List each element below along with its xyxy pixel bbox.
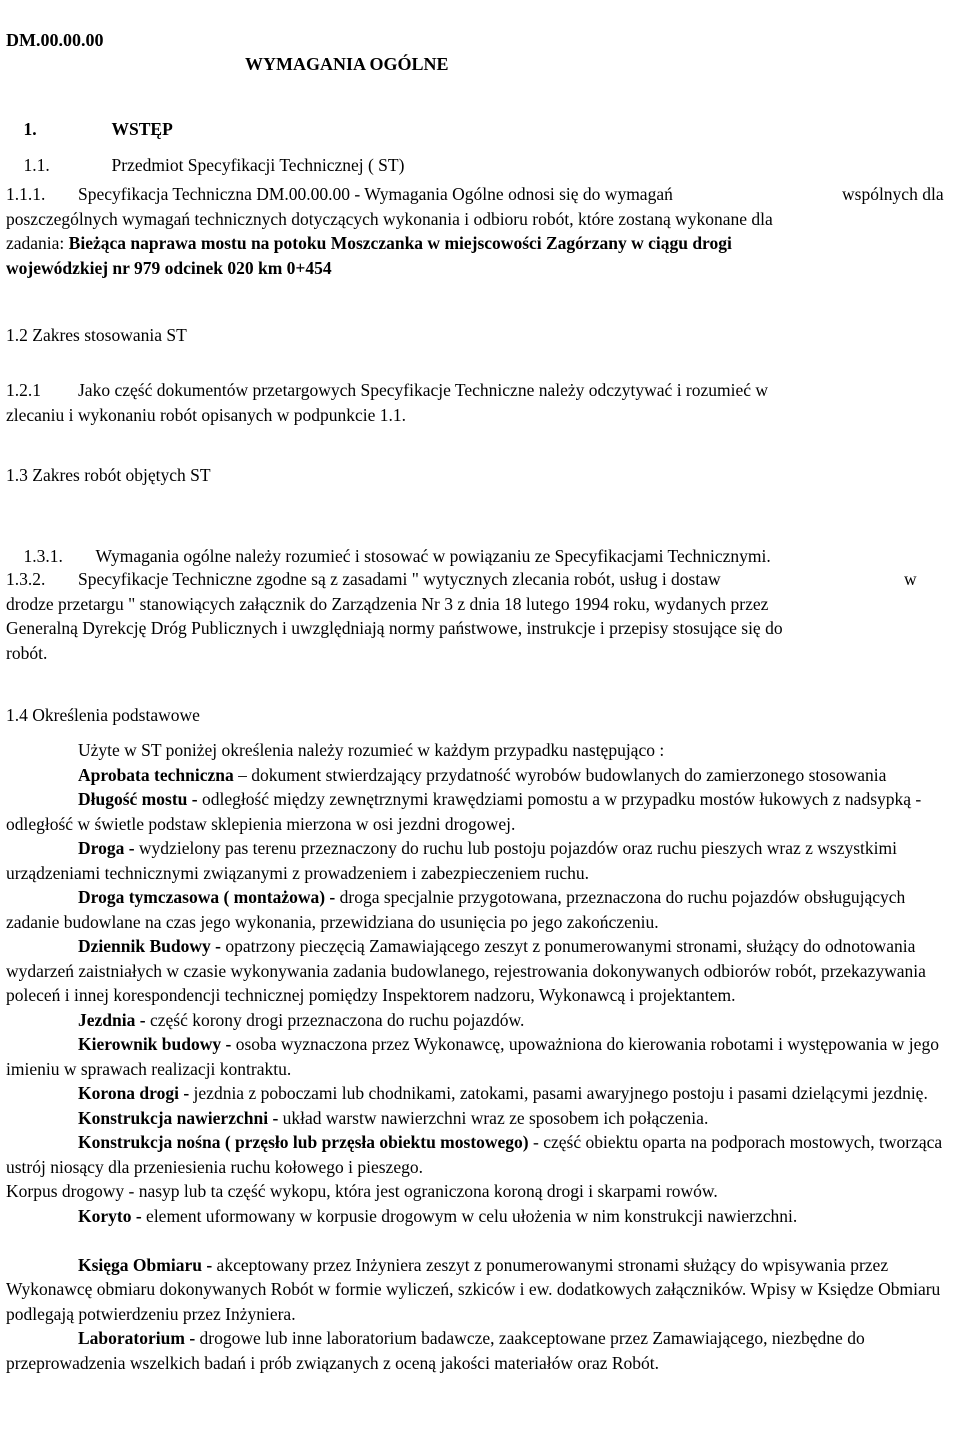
- definition-item: Aprobata techniczna – dokument stwierdzający przydatność wyrobów budowlanych do zamierzonego stosowania: [78, 764, 887, 785]
- definitions-list: [6, 738, 958, 1375]
- definition-item: Jezdnia - część korony drogi przeznaczona do ruchu pojazdów.: [78, 1009, 525, 1030]
- definition-item: Długość mostu - odległość między zewnętrznymi krawędziami pomostu a w przypadku mostów łukowych z nadsypką - odległość w świetle podstaw sklepienia mierzona w osi jezdni drogowej.: [6, 789, 922, 834]
- section-1-1-heading: 1.1. Przedmiot Specyfikacji Technicznej ( ST): [23, 154, 405, 175]
- definition-item: Laboratorium - drogowe lub inne laboratorium badawcze, zaakceptowane przez Zamawiającego, niezbędne do przeprowadzenia wszelkich badań i prób związanych z oceną jakości materiałów oraz Robót.: [6, 1328, 865, 1373]
- definition-item: Konstrukcja nośna ( przęsło lub przęsła obiektu mostowego) - część obiektu oparta na podporach mostowych, tworząca ustrój niosący dla przeniesienia ruchu kołowego i pieszego.: [6, 1132, 943, 1177]
- definition-item: Konstrukcja nawierzchni - układ warstw nawierzchni wraz ze sposobem ich połączenia.: [78, 1107, 709, 1128]
- spec-code: DM.00.00.00: [6, 29, 104, 50]
- definition-item: Droga tymczasowa ( montażowa) - droga specjalnie przygotowana, przeznaczona do ruchu pojazdów obsługujących zadanie budowlane na czas jego wykonania, przewidziana do usunięcia po jego zakończeniu.: [6, 887, 906, 932]
- definition-item: Korona drogi - jezdnia z poboczami lub chodnikami, zatokami, pasami awaryjnego postoju i pasami dzielącymi jezdnię.: [78, 1083, 928, 1103]
- section-1-3-2-paragraph: 1.3.2. Specyfikacje Techniczne zgodne są z zasadami " wytycznych zlecania robót, usług i dostaw w drodze przetargu " stanowiących załącznik do Zarządzenia Nr 3 z dnia 18 lutego 1994 roku, wydanych przez Generalną Dyrekcję Dróg Publicznych i uwzględniają normy państwowe, instrukcje i przepisy stosujące się do robót.: [6, 569, 917, 663]
- section-1-3-1-paragraph: 1.3.1. Wymagania ogólne należy rozumieć i stosować w powiązaniu ze Specyfikacjami Technicznymi.: [23, 545, 771, 566]
- definition-item: Księga Obmiaru - akceptowany przez Inżyniera zeszyt z ponumerowanymi stronami służący do wpisywania przez Wykonawcę obmiaru dokonywanych Robót w formie wyliczeń, szkiców i ew. dodatkowych załączników. Wpisy w Księdze Obmiaru podlegają potwierdzeniu przez Inżyniera.: [6, 1254, 941, 1324]
- definition-item: Droga - wydzielony pas terenu przeznaczony do ruchu lub postoju pojazdów oraz ruchu pieszych wraz z wszystkimi urządzeniami technicznymi związanymi z prowadzeniem i zabezpieczeniem ruchu.: [6, 838, 898, 883]
- document-header: [6, 3, 449, 101]
- definition-korpus: Korpus drogowy - nasyp lub ta część wykopu, która jest ograniczona koroną drogi i skarpami rowów.: [6, 1181, 718, 1201]
- definition-item: Kierownik budowy - osoba wyznaczona przez Wykonawcę, upoważniona do kierowania robotami i występowania w jego imieniu w sprawach realizacji kontraktu.: [6, 1034, 939, 1079]
- document-title: WYMAGANIA OGÓLNE: [245, 54, 449, 74]
- section-1-heading: 1. WSTĘP: [23, 118, 173, 139]
- section-1-3-heading: 1.3 Zakres robót objętych ST: [6, 465, 211, 485]
- section-1-2-1-paragraph: 1.2.1 Jako część dokumentów przetargowych Specyfikacje Techniczne należy odczytywać i rozumieć w zlecaniu i wykonaniu robót opisanych w podpunkcie 1.1.: [6, 380, 769, 425]
- section-1-1-1-paragraph: 1.1.1. Specyfikacja Techniczna DM.00.00.00 - Wymagania Ogólne odnosi się do wymagań wspólnych dla poszczególnych wymagań technicznych dotyczących wykonania i odbioru robót, które zostaną wykonane dla zadania: Bieżąca naprawa mostu na potoku Moszczanka w miejscowości Zagórzany w ciągu drogi wojewódzkiej nr 979 odcinek 020 km 0+454: [6, 184, 944, 278]
- definition-item: Koryto - element uformowany w korpusie drogowym w celu ułożenia w nim konstrukcji nawierzchni.: [78, 1205, 798, 1226]
- section-1-4-heading: 1.4 Określenia podstawowe: [6, 705, 200, 725]
- definition-item: Dziennik Budowy - opatrzony pieczęcią Zamawiającego zeszyt z ponumerowanymi stronami, służący do odnotowania wydarzeń zaistniałych w czasie wykonywania zadania budowlanego, rejestrowania dokonywanych odbiorów robót, przekazywania poleceń i innej korespondencji technicznej pomiędzy Inspektorem nadzoru, Wykonawcą i projektantem.: [6, 936, 926, 1005]
- section-1-2-heading: 1.2 Zakres stosowania ST: [6, 325, 187, 345]
- definitions-intro: Użyte w ST poniżej określenia należy rozumieć w każdym przypadku następująco :: [78, 740, 665, 760]
